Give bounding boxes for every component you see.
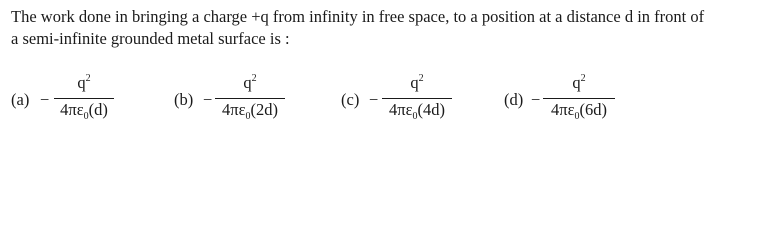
- option-b-denominator: [215, 100, 285, 120]
- option-d-numerator-power: 2: [580, 73, 586, 84]
- option-b-den-sub: 0: [245, 111, 251, 122]
- option-c-den-sub: 0: [412, 111, 418, 122]
- option-b-label: (b): [174, 90, 194, 109]
- option-b-numerator-power: 2: [251, 73, 257, 84]
- option-c[interactable]: [337, 68, 517, 124]
- option-c-label: (c): [341, 90, 360, 109]
- option-a-fraction: [54, 68, 114, 124]
- option-d-den-arg: (6d): [579, 100, 607, 119]
- option-d-fraction-bar: [543, 98, 615, 99]
- option-d-minus-sign: −: [531, 90, 541, 109]
- option-d-den-sub: 0: [574, 111, 580, 122]
- question-text: [11, 6, 756, 50]
- option-c-den-coeff: 4πε: [388, 100, 413, 119]
- option-a-den-sub: 0: [83, 111, 89, 122]
- option-c-fraction-bar: [382, 98, 452, 99]
- option-c-fraction: [382, 68, 452, 124]
- option-a-numerator: [54, 74, 114, 92]
- option-a-minus-sign: −: [40, 90, 50, 109]
- option-c-numerator-base: q: [410, 73, 419, 92]
- question-line-1: The work done in bringing a charge +q from infinity in free space, to a position at a distance d in front of: [11, 7, 705, 26]
- option-d-fraction: [543, 68, 615, 124]
- option-a-numerator-power: 2: [85, 73, 91, 84]
- option-a-label: (a): [11, 90, 30, 109]
- option-b-fraction-bar: [215, 98, 285, 99]
- option-a-numerator-base: q: [77, 73, 86, 92]
- option-b-den-arg: (2d): [250, 100, 278, 119]
- option-d-numerator-base: q: [572, 73, 581, 92]
- option-b-den-coeff: 4πε: [221, 100, 246, 119]
- option-b-minus-sign: −: [203, 90, 213, 109]
- option-c-numerator: [382, 74, 452, 92]
- option-b-numerator-base: q: [243, 73, 252, 92]
- option-a-den-coeff: 4πε: [60, 100, 84, 119]
- option-a-den-arg: (d): [88, 100, 108, 119]
- option-d[interactable]: [500, 68, 680, 124]
- option-a[interactable]: [0, 68, 180, 124]
- option-d-den-coeff: 4πε: [550, 100, 575, 119]
- answer-options: [0, 68, 762, 128]
- option-c-minus-sign: −: [369, 90, 379, 109]
- option-a-denominator: [54, 100, 114, 120]
- question-line-2: a semi-infinite grounded metal surface is :: [11, 29, 290, 48]
- option-d-label: (d): [504, 90, 524, 109]
- option-b[interactable]: [170, 68, 350, 124]
- option-d-denominator: [543, 100, 615, 120]
- option-d-numerator: [543, 74, 615, 92]
- option-c-den-arg: (4d): [417, 100, 445, 119]
- option-a-fraction-bar: [54, 98, 114, 99]
- option-c-numerator-power: 2: [418, 73, 424, 84]
- option-b-numerator: [215, 74, 285, 92]
- option-b-fraction: [215, 68, 285, 124]
- option-c-denominator: [382, 100, 452, 120]
